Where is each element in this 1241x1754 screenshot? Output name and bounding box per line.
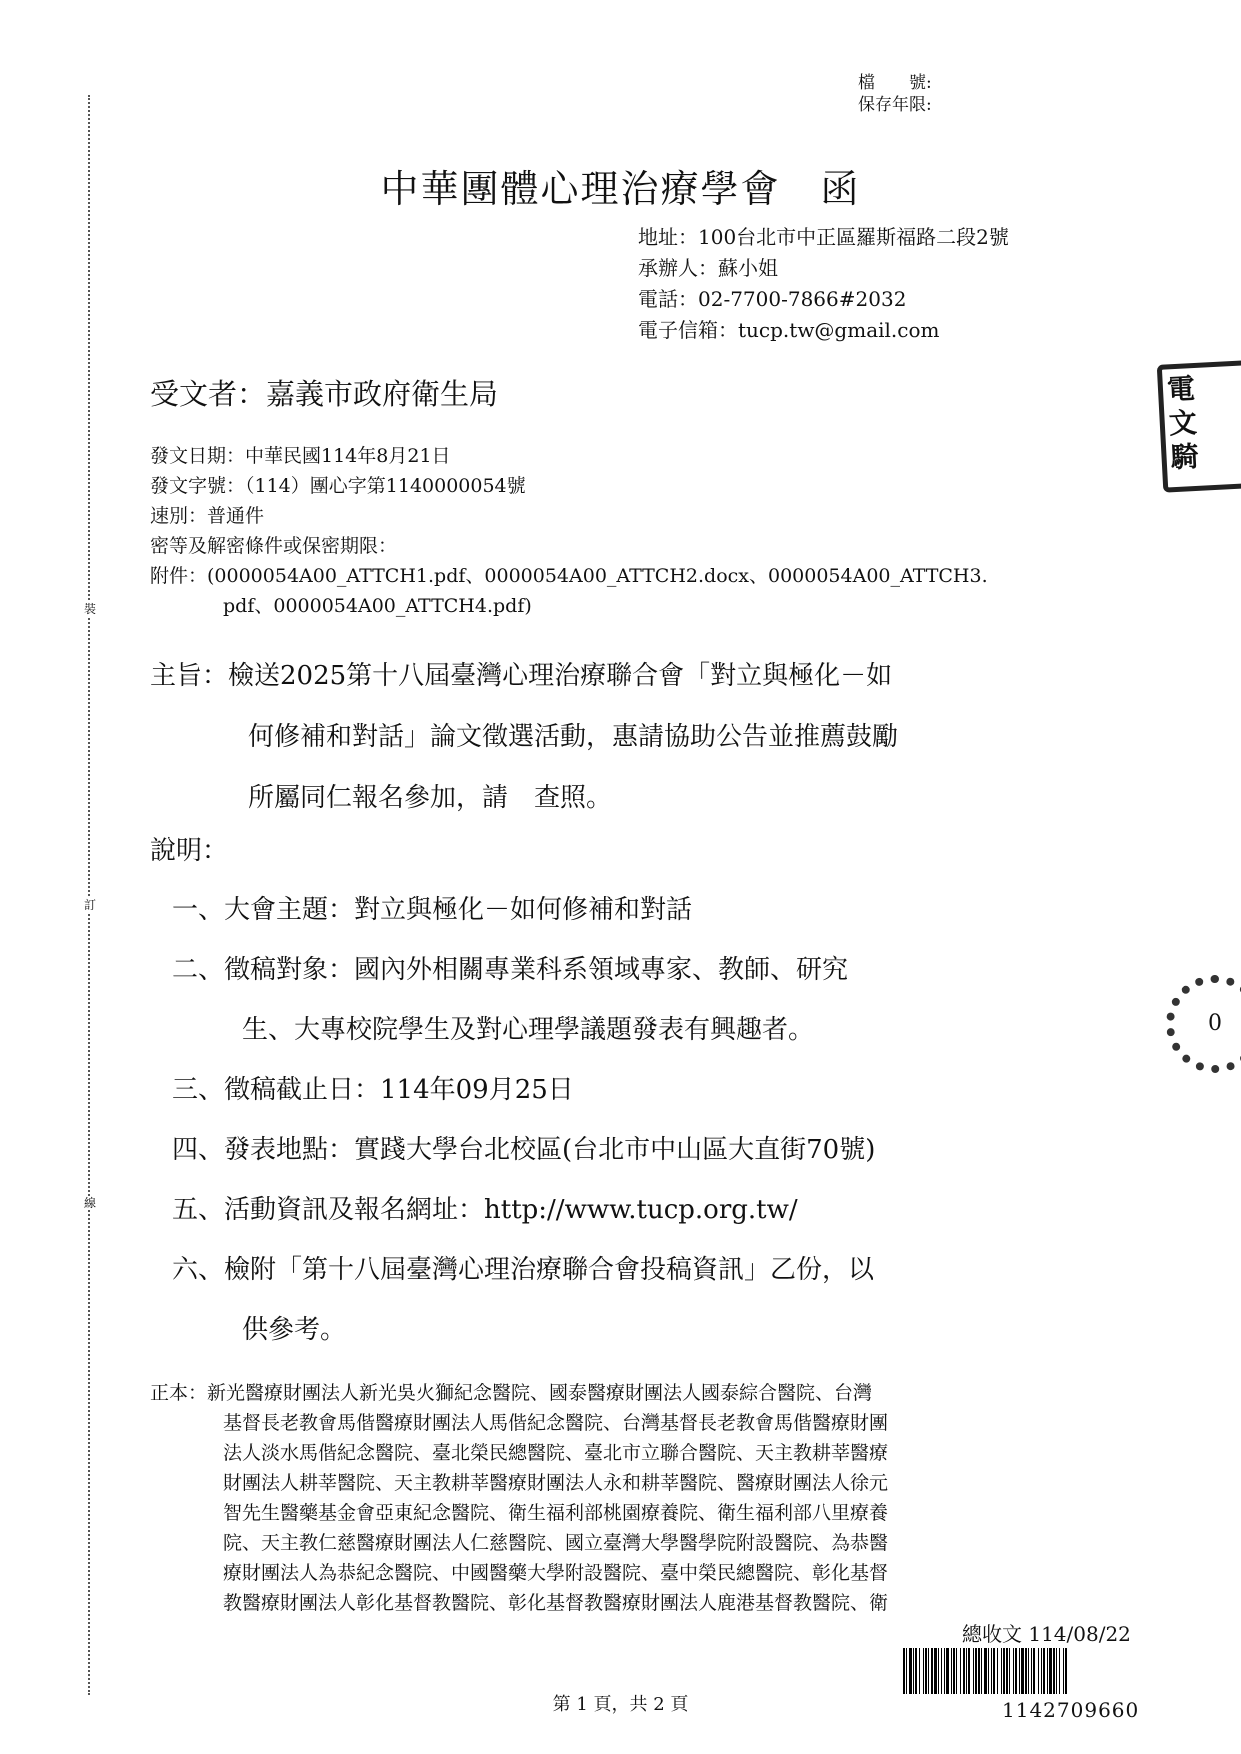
phone: 電話：02-7700-7866#2032 bbox=[638, 287, 907, 311]
item-2-line-1: 二、徵稿對象：國內外相關專業科系領域專家、教師、研究 bbox=[172, 955, 849, 985]
cc-line-5: 智先生醫藥基金會亞東紀念醫院、衛生福利部桃園療養院、衛生福利部八里療養 bbox=[223, 1502, 889, 1524]
item-6-line-1: 六、檢附「第十八屆臺灣心理治療聯合會投稿資訊」乙份，以 bbox=[172, 1255, 875, 1285]
cc-line-4: 財團法人耕莘醫院、天主教耕莘醫療財團法人永和耕莘醫院、醫療財團法人徐元 bbox=[223, 1472, 889, 1494]
binding-mark-zhuang: 裝 bbox=[84, 602, 97, 616]
barcode-number: 1142709660 bbox=[1002, 1698, 1140, 1722]
subject-line-2: 何修補和對話」論文徵選活動，惠請協助公告並推薦鼓勵 bbox=[248, 722, 899, 752]
gear-seal-text: 0 bbox=[1208, 1011, 1222, 1036]
cc-line-7: 療財團法人為恭紀念醫院、中國醫藥大學附設醫院、臺中榮民總醫院、彰化基督 bbox=[223, 1562, 889, 1584]
recipient: 受文者：嘉義市政府衛生局 bbox=[150, 377, 499, 411]
subject-line-1: 主旨：檢送2025第十八屆臺灣心理治療聯合會「對立與極化－如 bbox=[150, 661, 893, 691]
electronic-document-seal bbox=[1157, 359, 1241, 492]
item-5: 五、活動資訊及報名網址：http://www.tucp.org.tw/ bbox=[172, 1195, 798, 1225]
cc-line-6: 院、天主教仁慈醫療財團法人仁慈醫院、國立臺灣大學醫學院附設醫院、為恭醫 bbox=[223, 1532, 889, 1554]
barcode-bar bbox=[1065, 1648, 1067, 1694]
seal-char-2: 文 bbox=[1167, 405, 1198, 441]
speed-class: 速別：普通件 bbox=[150, 505, 265, 527]
subject bbox=[150, 654, 1100, 837]
item-6-line-2: 供參考。 bbox=[242, 1315, 347, 1345]
email: 電子信箱：tucp.tw@gmail.com bbox=[638, 318, 940, 342]
archive-info bbox=[858, 72, 932, 116]
cc-line-8: 教醫療財團法人彰化基督教醫院、彰化基督教醫療財團法人鹿港基督教醫院、衛 bbox=[223, 1592, 889, 1614]
receipt-stamp: 總收文 114/08/22 bbox=[962, 1622, 1131, 1646]
document-title: 中華團體心理治療學會 函 bbox=[380, 167, 861, 211]
retention-period-label: 保存年限: bbox=[858, 95, 932, 115]
description-label: 說明： bbox=[150, 836, 229, 866]
attachments-line-2: pdf、0000054A00_ATTCH4.pdf) bbox=[223, 595, 532, 617]
contact-block bbox=[638, 222, 1009, 346]
attachments-line-1: 附件：(0000054A00_ATTCH1.pdf、0000054A00_ATTCH2.docx、0000054A00_ATTCH3. bbox=[150, 565, 988, 587]
item-1: 一、大會主題：對立與極化－如何修補和對話 bbox=[172, 895, 693, 925]
address: 地址：100台北市中正區羅斯福路二段2號 bbox=[638, 225, 1009, 249]
seal-char-1: 電 bbox=[1166, 371, 1196, 407]
item-2-line-2: 生、大專校院學生及對心理學議題發表有興趣者。 bbox=[242, 1015, 815, 1045]
cc-line-3: 法人淡水馬偕紀念醫院、臺北榮民總醫院、臺北市立聯合醫院、天主教耕莘醫療 bbox=[223, 1442, 889, 1464]
copies-to bbox=[150, 1378, 1110, 1618]
barcode bbox=[903, 1648, 1225, 1694]
file-number-label: 檔 號: bbox=[858, 73, 932, 93]
seal-char-3: 騎 bbox=[1169, 439, 1200, 475]
item-4: 四、發表地點：實踐大學台北校區(台北市中山區大直街70號) bbox=[172, 1135, 876, 1165]
binding-mark-xian: 線 bbox=[84, 1196, 97, 1210]
handler: 承辦人：蘇小姐 bbox=[638, 256, 778, 280]
issue-date: 發文日期：中華民國114年8月21日 bbox=[150, 445, 451, 467]
binding-mark-ding: 訂 bbox=[84, 898, 97, 912]
page-number: 第 1 頁，共 2 頁 bbox=[552, 1694, 689, 1715]
document-number: 發文字號：（114）團心字第1140000054號 bbox=[150, 475, 526, 497]
cc-line-1: 正本：新光醫療財團法人新光吳火獅紀念醫院、國泰醫療財團法人國泰綜合醫院、台灣 bbox=[150, 1382, 873, 1404]
subject-line-3: 所屬同仁報名參加，請 查照。 bbox=[248, 783, 613, 813]
description-items bbox=[172, 888, 1112, 1368]
document-meta bbox=[150, 441, 988, 621]
binding-dotted-line bbox=[88, 95, 90, 1695]
gear-seal-icon bbox=[1166, 975, 1241, 1073]
secrecy-level: 密等及解密條件或保密期限： bbox=[150, 535, 398, 557]
cc-line-2: 基督長老教會馬偕醫療財團法人馬偕紀念醫院、台灣基督長老教會馬偕醫療財團 bbox=[223, 1412, 889, 1434]
item-3: 三、徵稿截止日：114年09月25日 bbox=[172, 1075, 574, 1105]
